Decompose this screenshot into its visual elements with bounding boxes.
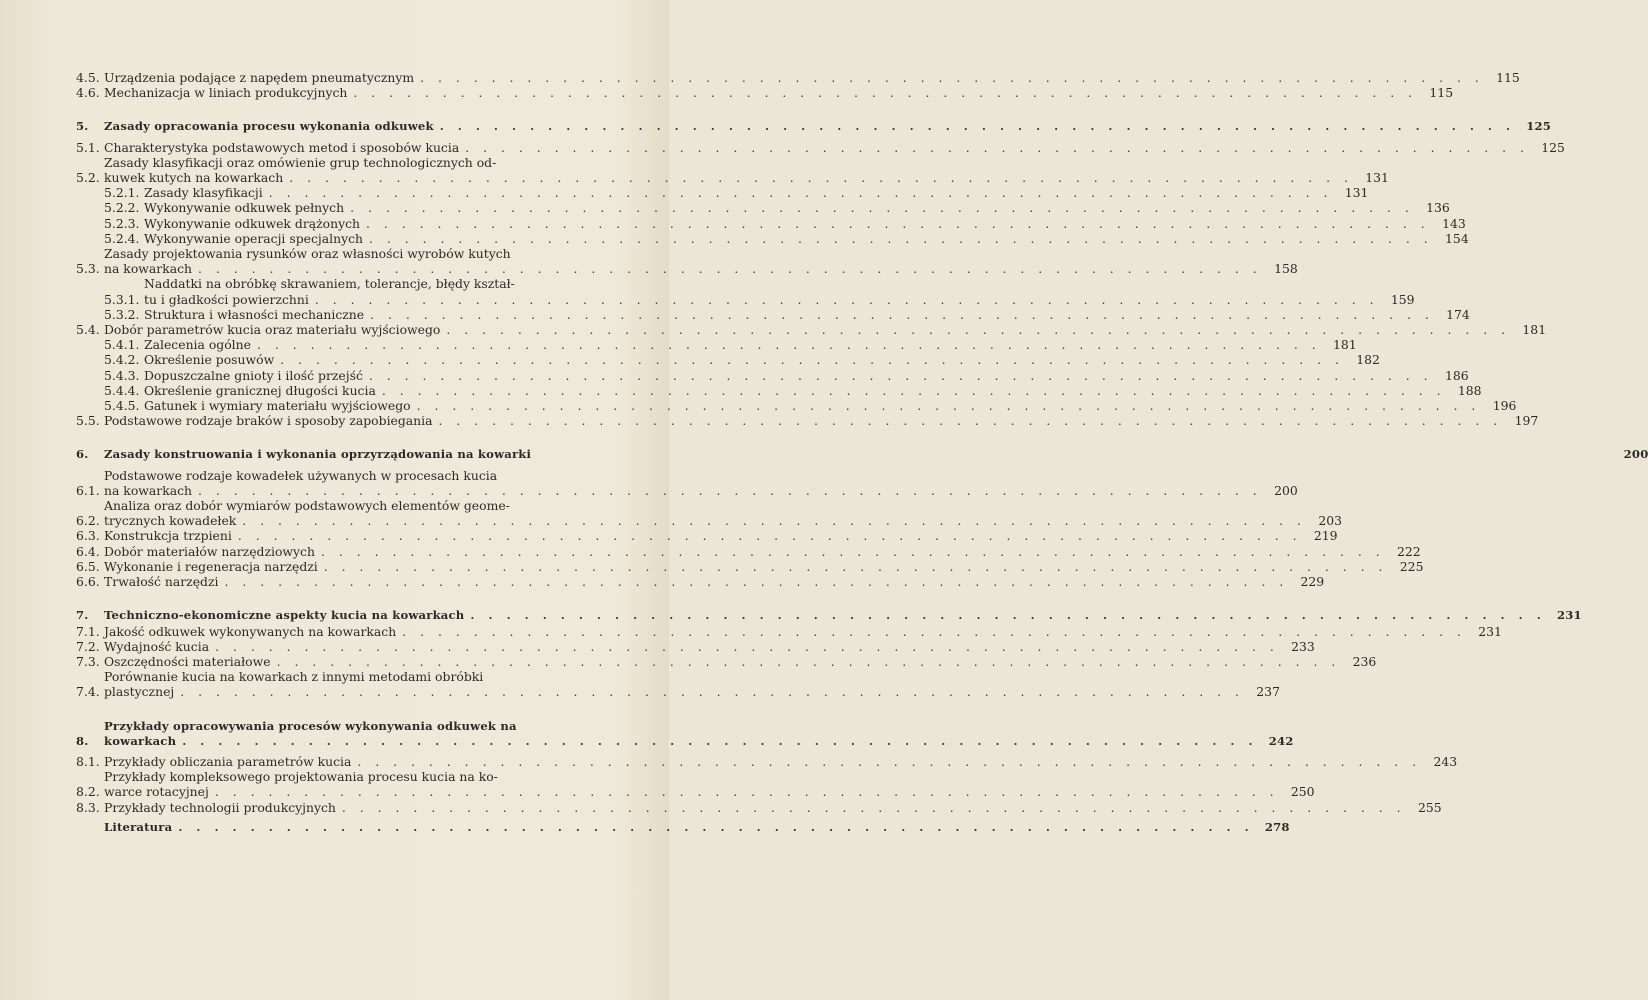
toc-spacer bbox=[76, 428, 642, 447]
toc-page-number: 196 bbox=[1492, 398, 1517, 414]
toc-number: 7. bbox=[76, 608, 89, 623]
toc-number: 5.4.4. bbox=[104, 382, 140, 398]
toc-page-number: 131 bbox=[1344, 185, 1369, 201]
toc-number: 5.4.5. bbox=[104, 398, 140, 414]
toc-leader-dots bbox=[357, 754, 1421, 769]
toc-leader-dots bbox=[369, 231, 1433, 246]
toc-leader-dots bbox=[198, 483, 1262, 498]
toc-page-number: 229 bbox=[1300, 574, 1325, 590]
toc-title: Podstawowe rodzaje kowadełek używanych w procesach kucia bbox=[104, 467, 498, 483]
toc-number: 5.3.2. bbox=[104, 306, 140, 322]
toc-page-number: 174 bbox=[1446, 306, 1470, 322]
toc-title: kowarkach bbox=[104, 733, 177, 748]
toc-leader-dots bbox=[353, 85, 1417, 100]
toc-number: 5.2.1. bbox=[104, 185, 140, 201]
toc-number: 8.2. bbox=[76, 784, 100, 800]
toc-number: 7.1. bbox=[76, 623, 100, 639]
toc-number: 6. bbox=[76, 447, 89, 462]
toc-section bbox=[76, 769, 1315, 800]
toc-number: 6.5. bbox=[76, 558, 100, 574]
toc-title: trycznych kowadełek bbox=[104, 513, 237, 529]
toc-page-number: 125 bbox=[1526, 119, 1552, 134]
toc-leader-dots bbox=[382, 383, 1446, 398]
toc-number: 8.3. bbox=[76, 799, 100, 815]
toc-page-number: 243 bbox=[1433, 753, 1458, 769]
toc-leader-dots bbox=[257, 337, 1321, 352]
toc-leader-dots bbox=[324, 559, 1388, 574]
toc-number: 5.3. bbox=[76, 261, 100, 277]
toc-page-number: 222 bbox=[1397, 543, 1421, 559]
toc-title: Struktura i własności mechaniczne bbox=[144, 306, 365, 322]
toc-page-number: 236 bbox=[1352, 653, 1377, 669]
toc-page-number: 181 bbox=[1522, 322, 1547, 338]
toc-leader-dots bbox=[269, 185, 1333, 200]
toc-section bbox=[76, 413, 1539, 429]
toc-title: Wykonanie i regeneracja narzędzi bbox=[104, 558, 318, 574]
toc-number: 6.4. bbox=[76, 543, 100, 559]
toc-number: 6.3. bbox=[76, 528, 100, 544]
toc-title: Wydajność kucia bbox=[104, 638, 210, 654]
toc-title: Naddatki na obróbkę skrawaniem, tolerancje, błędy kształ- bbox=[144, 276, 515, 292]
toc-subsection bbox=[76, 306, 1470, 322]
toc-leader-dots bbox=[369, 368, 1433, 383]
toc-subsection bbox=[76, 200, 1450, 216]
toc-title: tu i gładkości powierzchni bbox=[144, 291, 309, 307]
toc-subsection bbox=[76, 367, 1469, 383]
toc-spacer bbox=[76, 100, 642, 119]
toc-title: Przykłady obliczania parametrów kucia bbox=[104, 753, 352, 769]
toc-title: Literatura bbox=[104, 819, 173, 834]
toc-section bbox=[76, 558, 1424, 574]
toc-title: Zalecenia ogólne bbox=[144, 337, 251, 353]
toc-page-number: 231 bbox=[1556, 608, 1582, 623]
toc-page-number: 278 bbox=[1264, 819, 1290, 834]
toc-leader-dots bbox=[180, 684, 1244, 699]
toc-page-number: 200 bbox=[1274, 482, 1298, 498]
toc-title: Charakterystyka podstawowych metod i sposobów kucia bbox=[104, 139, 460, 155]
toc-chapter-heading bbox=[76, 119, 1552, 134]
toc-page-number: 188 bbox=[1457, 382, 1482, 398]
toc-leader-dots bbox=[277, 654, 1341, 669]
toc-subsection bbox=[76, 337, 1357, 353]
toc-number: 5.2. bbox=[76, 170, 100, 186]
toc-page-number: 159 bbox=[1390, 291, 1415, 307]
toc-leader-dots bbox=[420, 70, 1484, 85]
toc-title: Konstrukcja trzpieni bbox=[104, 528, 232, 544]
toc-number: 5.4.1. bbox=[104, 337, 140, 353]
toc-number: 5. bbox=[76, 119, 89, 134]
toc-title: kuwek kutych na kowarkach bbox=[104, 170, 284, 186]
toc-leader-dots bbox=[238, 528, 1302, 543]
toc-page-number: 154 bbox=[1445, 230, 1469, 246]
toc-number: 5.2.4. bbox=[104, 230, 140, 246]
toc-page-number: 131 bbox=[1365, 170, 1389, 186]
toc-spacer bbox=[76, 589, 642, 608]
toc-title: Określenie posuwów bbox=[144, 352, 275, 368]
toc-subsection bbox=[76, 398, 1517, 414]
toc-chapter-heading bbox=[76, 819, 1290, 835]
toc-title: plastycznej bbox=[104, 684, 175, 700]
toc-page-number: 250 bbox=[1290, 784, 1315, 800]
toc-page-number: 237 bbox=[1256, 684, 1280, 700]
toc-title: na kowarkach bbox=[104, 482, 193, 498]
toc-chapter-heading bbox=[76, 718, 1294, 749]
toc-section bbox=[76, 669, 1280, 700]
toc-leader-dots bbox=[370, 307, 1434, 322]
toc-title: Wykonywanie odkuwek pełnych bbox=[144, 200, 345, 216]
toc-leader-dots bbox=[417, 398, 1481, 413]
toc-title: Wykonywanie odkuwek drążonych bbox=[144, 215, 361, 231]
toc-title: Analiza oraz dobór wymiarów podstawowych elementów geome- bbox=[104, 498, 510, 514]
toc-title: Techniczno-ekonomiczne aspekty kucia na kowarkach bbox=[104, 608, 465, 623]
toc-number: 7.2. bbox=[76, 638, 100, 654]
table-of-contents bbox=[76, 70, 1648, 835]
toc-number: 6.1. bbox=[76, 482, 100, 498]
toc-title: Zasady opracowania procesu wykonania odkuwek bbox=[104, 119, 434, 134]
toc-section bbox=[76, 653, 1377, 669]
toc-page-number: 203 bbox=[1318, 513, 1342, 529]
toc-page-number: 225 bbox=[1399, 558, 1424, 574]
toc-leader-dots bbox=[242, 513, 1306, 528]
toc-page-number: 136 bbox=[1426, 200, 1450, 216]
toc-title: warce rotacyjnej bbox=[104, 784, 209, 800]
toc-section bbox=[76, 528, 1338, 544]
toc-leader-dots bbox=[402, 624, 1466, 639]
toc-page-number: 186 bbox=[1444, 367, 1469, 383]
toc-leader-dots bbox=[315, 292, 1379, 307]
toc-section bbox=[76, 543, 1421, 559]
toc-section bbox=[76, 85, 1454, 101]
toc-title: Zasady klasyfikacji bbox=[144, 185, 263, 201]
toc-section bbox=[76, 753, 1458, 769]
toc-page-number: 115 bbox=[1496, 70, 1520, 85]
toc-title: Zasady projektowania rysunków oraz własności wyrobów kutych bbox=[104, 246, 511, 262]
toc-title: Mechanizacja w liniach produkcyjnych bbox=[104, 85, 348, 101]
toc-number: 6.6. bbox=[76, 574, 100, 590]
toc-title: Wykonywanie operacji specjalnych bbox=[144, 230, 363, 246]
toc-number: 4.5. bbox=[76, 70, 100, 85]
toc-leader-dots bbox=[215, 784, 1279, 799]
toc-leader-dots bbox=[350, 200, 1414, 215]
toc-number: 5.4.3. bbox=[104, 367, 140, 383]
toc-subsection bbox=[76, 382, 1482, 398]
toc-title: Przykłady kompleksowego projektowania procesu kucia na ko- bbox=[104, 769, 498, 785]
toc-number: 8.1. bbox=[76, 753, 100, 769]
toc-leader-dots bbox=[198, 261, 1262, 276]
toc-leader-dots bbox=[178, 820, 1253, 835]
toc-subsection bbox=[76, 276, 1415, 307]
toc-page-number: 125 bbox=[1541, 139, 1565, 155]
toc-page-number: 219 bbox=[1313, 528, 1338, 544]
toc-chapter-heading bbox=[76, 608, 1582, 623]
toc-leader-dots bbox=[289, 170, 1353, 185]
toc-leader-dots bbox=[470, 608, 1545, 623]
toc-page-number: 242 bbox=[1268, 733, 1294, 748]
toc-page-number: 181 bbox=[1333, 337, 1357, 353]
toc-section bbox=[76, 322, 1547, 338]
toc-title: Gatunek i wymiary materiału wyjściowego bbox=[144, 398, 411, 414]
toc-page-number: 255 bbox=[1417, 799, 1442, 815]
toc-page-number: 233 bbox=[1291, 638, 1315, 654]
toc-title: Oszczędności materiałowe bbox=[104, 653, 271, 669]
toc-leader-dots bbox=[215, 639, 1279, 654]
toc-page-number: 231 bbox=[1478, 623, 1502, 639]
toc-title: Dobór materiałów narzędziowych bbox=[104, 543, 315, 559]
toc-page-number: 197 bbox=[1514, 413, 1539, 429]
toc-section bbox=[76, 574, 1325, 590]
toc-number: 4.6. bbox=[76, 85, 100, 101]
toc-number: 6.2. bbox=[76, 513, 100, 529]
toc-subsection bbox=[76, 352, 1380, 368]
toc-leader-dots bbox=[342, 800, 1406, 815]
toc-title: Porównanie kucia na kowarkach z innymi metodami obróbki bbox=[104, 669, 484, 685]
toc-title: Zasady klasyfikacji oraz omówienie grup technologicznych od- bbox=[104, 154, 497, 170]
toc-title: Trwałość narzędzi bbox=[104, 574, 219, 590]
toc-leader-dots bbox=[224, 574, 1288, 589]
toc-section bbox=[76, 623, 1502, 639]
toc-section bbox=[76, 70, 1520, 85]
toc-subsection bbox=[76, 215, 1466, 231]
toc-page-number: 115 bbox=[1429, 85, 1454, 101]
toc-subsection bbox=[76, 185, 1369, 201]
toc-title: na kowarkach bbox=[104, 261, 193, 277]
toc-title: Zasady konstruowania i wykonania oprzyrządowania na kowarki bbox=[104, 447, 532, 462]
toc-section bbox=[76, 799, 1442, 815]
toc-title: Podstawowe rodzaje braków i sposoby zapobiegania bbox=[104, 413, 433, 429]
toc-section bbox=[76, 498, 1342, 529]
toc-title: Dopuszczalne gnioty i ilość przejść bbox=[144, 367, 363, 383]
toc-number: 5.4.2. bbox=[104, 352, 140, 368]
toc-number: 5.1. bbox=[76, 139, 100, 155]
toc-page-number: 182 bbox=[1356, 352, 1380, 368]
toc-section bbox=[76, 467, 1298, 498]
toc-leader-dots bbox=[321, 544, 1385, 559]
toc-title: Przykłady technologii produkcyjnych bbox=[104, 799, 336, 815]
toc-title: Dobór parametrów kucia oraz materiału wyjściowego bbox=[104, 322, 441, 338]
toc-number: 5.4. bbox=[76, 322, 100, 338]
toc-chapter-heading bbox=[76, 447, 1648, 462]
toc-number: 7.3. bbox=[76, 653, 100, 669]
toc-section bbox=[76, 139, 1565, 155]
toc-page-number: 158 bbox=[1274, 261, 1298, 277]
toc-page-number: 200 bbox=[1623, 447, 1648, 462]
toc-number: 5.2.2. bbox=[104, 200, 140, 216]
toc-leader-dots bbox=[440, 119, 1515, 134]
toc-leader-dots bbox=[439, 413, 1503, 428]
toc-title: Przykłady opracowywania procesów wykonywania odkuwek na bbox=[104, 718, 517, 733]
toc-section bbox=[76, 154, 1389, 186]
toc-title: Urządzenia podające z napędem pneumatycznym bbox=[104, 70, 415, 85]
toc-leader-dots bbox=[280, 352, 1344, 367]
toc-number: 5.5. bbox=[76, 413, 100, 429]
toc-leader-dots bbox=[182, 734, 1257, 749]
toc-subsection bbox=[76, 230, 1469, 246]
toc-leader-dots bbox=[446, 322, 1510, 337]
toc-number: 5.3.1. bbox=[104, 291, 140, 307]
toc-spacer bbox=[76, 700, 642, 719]
toc-leader-dots bbox=[465, 140, 1529, 155]
toc-number: 8. bbox=[76, 733, 89, 748]
toc-title: Jakość odkuwek wykonywanych na kowarkach bbox=[104, 623, 397, 639]
toc-section bbox=[76, 638, 1315, 654]
toc-section bbox=[76, 246, 1298, 277]
toc-title: Określenie granicznej długości kucia bbox=[144, 382, 376, 398]
toc-number: 7.4. bbox=[76, 684, 100, 700]
toc-page-number: 143 bbox=[1442, 215, 1466, 231]
toc-leader-dots bbox=[366, 216, 1430, 231]
toc-number: 5.2.3. bbox=[104, 215, 140, 231]
